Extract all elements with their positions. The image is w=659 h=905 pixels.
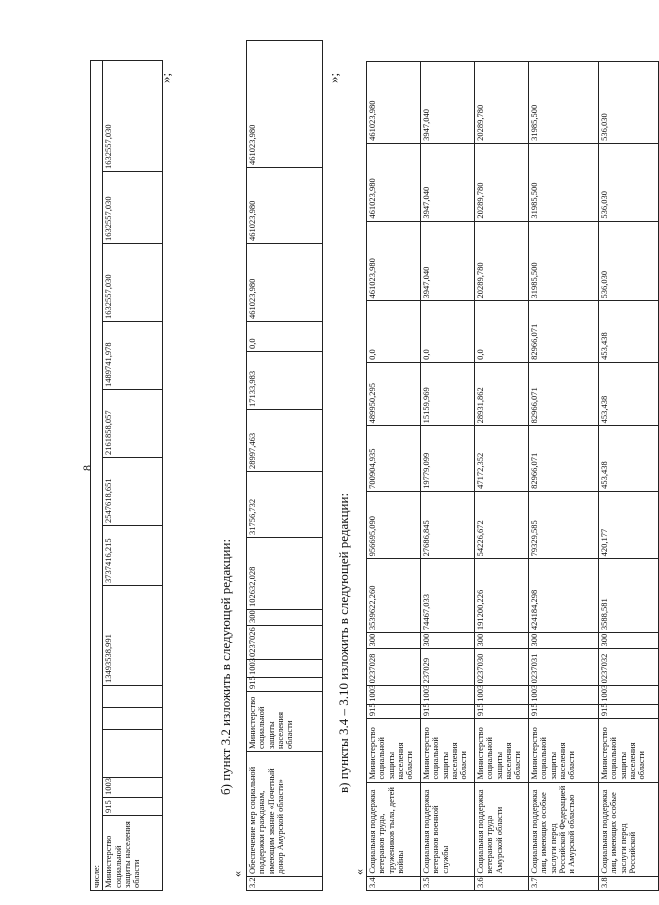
table-cell: 1003 xyxy=(367,686,421,704)
table-cell: 3737416,215 xyxy=(103,526,163,586)
table-cell: 3.4 xyxy=(367,876,421,890)
table-cell: Министерство социальной защиты населения области xyxy=(475,719,529,782)
table-cell: 0237031 xyxy=(529,649,599,686)
table-cell: Социальная поддержка лиц, имеющих особые заслуги перед Российской xyxy=(599,782,659,876)
table-cell: 956695,090 xyxy=(367,491,421,559)
table-cell: 3588,581 xyxy=(599,559,659,633)
table-cell: 82966,071 xyxy=(529,362,599,425)
table-cell: 300 xyxy=(529,633,599,649)
table-cell: Министерство социальной защиты населения области xyxy=(247,692,323,752)
table-cell: 489950,295 xyxy=(367,362,421,425)
table-cell: 420,177 xyxy=(599,491,659,559)
table-cell: Министерство социальной защиты населения области xyxy=(103,816,163,891)
table-cell: 915 xyxy=(103,798,163,816)
table-cell: 3.6 xyxy=(475,876,529,890)
table-cell: 1003 xyxy=(103,778,163,798)
table-cell: 453,438 xyxy=(599,426,659,492)
table-cell: 74467,033 xyxy=(421,559,475,633)
table-cell: Социальная поддержка ветеранов военной службы xyxy=(421,782,475,876)
table-cell: 15159,969 xyxy=(421,362,475,425)
table-cell: 915 xyxy=(247,678,323,692)
table-cell: 0237026 xyxy=(247,626,323,660)
table-cell: 3.8 xyxy=(599,876,659,890)
rows-3-4-table xyxy=(366,61,659,891)
table-cell: 0,0 xyxy=(475,301,529,362)
table-row xyxy=(91,60,103,890)
table-cell: 461023,980 xyxy=(367,62,421,144)
top-table xyxy=(90,60,163,891)
table-cell: 461023,980 xyxy=(247,168,323,244)
table-cell: 461023,980 xyxy=(367,143,421,221)
table-cell: 31985,500 xyxy=(529,143,599,221)
closing-quote: »; xyxy=(326,72,341,83)
table-cell: 453,438 xyxy=(599,362,659,425)
table-cell: 915 xyxy=(367,704,421,718)
table-cell: 13493538,991 xyxy=(103,586,163,686)
table-cell: 82966,071 xyxy=(529,301,599,362)
table-cell: 1632557,030 xyxy=(103,60,163,171)
table-cell: 20289,780 xyxy=(475,221,529,301)
table-cell: 47172,352 xyxy=(475,426,529,492)
table-cell: 300 xyxy=(247,610,323,626)
table-cell xyxy=(103,730,163,778)
table-cell: 17133,983 xyxy=(247,352,323,410)
section-heading-v: в) пункты 3.4 – 3.10 изложить в следующей редакции: xyxy=(336,492,351,793)
table-row xyxy=(421,62,475,891)
table-cell: 3.5 xyxy=(421,876,475,890)
table-cell: 300 xyxy=(367,633,421,649)
table-cell: 0237028 xyxy=(367,649,421,686)
table-cell: 0237032 xyxy=(599,649,659,686)
table-cell: 1003 xyxy=(529,686,599,704)
table-cell: 31985,500 xyxy=(529,221,599,301)
closing-quote: »; xyxy=(158,72,173,83)
table-cell: 237029 xyxy=(421,649,475,686)
table-cell: 1003 xyxy=(247,660,323,678)
table-cell: 536,030 xyxy=(599,143,659,221)
table-cell: 700904,935 xyxy=(367,426,421,492)
table-cell: 20289,780 xyxy=(475,62,529,144)
table-cell: 28931,862 xyxy=(475,362,529,425)
table-cell: 300 xyxy=(475,633,529,649)
table-cell: 31985,500 xyxy=(529,62,599,144)
table-cell: 28997,463 xyxy=(247,410,323,472)
table-row xyxy=(367,62,421,891)
table-cell: 536,030 xyxy=(599,221,659,301)
table-body xyxy=(367,62,659,891)
table-cell: 0,0 xyxy=(421,301,475,362)
table-row xyxy=(529,62,599,891)
table-cell: 424184,298 xyxy=(529,559,599,633)
table-cell xyxy=(103,708,163,730)
table-cell: Социальная поддержка ветеранов труда, тружеников тыла, детей войны xyxy=(367,782,421,876)
table-cell xyxy=(103,686,163,708)
table-cell: 0237030 xyxy=(475,649,529,686)
table-cell: 536,030 xyxy=(599,62,659,144)
table-cell: 915 xyxy=(421,704,475,718)
page-number: 8 xyxy=(80,465,94,471)
table-cell: 3947,040 xyxy=(421,143,475,221)
table-cell: Министерство социальной защиты населения области xyxy=(421,719,475,782)
table-cell: 191200,226 xyxy=(475,559,529,633)
table-row xyxy=(599,62,659,891)
table-cell: 2161858,057 xyxy=(103,390,163,458)
table-cell: Социальная поддержка лиц, имеющих особые заслуги перед Российской Федерацией и Амурской областью xyxy=(529,782,599,876)
table-cell: 461023,980 xyxy=(247,244,323,322)
table-cell: 82966,071 xyxy=(529,426,599,492)
section-heading-b: б) пункт 3.2 изложить в следующей редакции: xyxy=(218,538,233,795)
table-cell: 79329,585 xyxy=(529,491,599,559)
table-cell: 0,0 xyxy=(247,322,323,352)
table-cell: 453,438 xyxy=(599,301,659,362)
table-cell: 27686,845 xyxy=(421,491,475,559)
table-cell: 1003 xyxy=(421,686,475,704)
table-cell: 1632557,030 xyxy=(103,172,163,244)
table-cell: 19779,099 xyxy=(421,426,475,492)
table-cell: 3947,040 xyxy=(421,62,475,144)
table-cell: 3.7 xyxy=(529,876,599,890)
table-cell: 1003 xyxy=(599,686,659,704)
table-cell: 0,0 xyxy=(367,301,421,362)
table-row xyxy=(103,60,163,890)
table-cell: 461023,980 xyxy=(247,41,323,168)
opening-quote: « xyxy=(352,869,366,875)
table-cell: 3.2 xyxy=(247,877,323,891)
table-row xyxy=(475,62,529,891)
table-cell: 915 xyxy=(599,704,659,718)
table-cell: 54226,672 xyxy=(475,491,529,559)
table-cell: Министерство социальной защиты населения области xyxy=(599,719,659,782)
table-cell: 102632,028 xyxy=(247,538,323,610)
table-cell: 300 xyxy=(599,633,659,649)
table-cell: 915 xyxy=(475,704,529,718)
rotated-content xyxy=(70,41,650,891)
table-cell: 31756,732 xyxy=(247,472,323,538)
table-cell: 461023,980 xyxy=(367,221,421,301)
table-cell: Социальная поддержка ветеранов труда Амурской области xyxy=(475,782,529,876)
row-3-2-table xyxy=(246,40,323,891)
table-cell: 300 xyxy=(421,633,475,649)
table-cell: 1003 xyxy=(475,686,529,704)
table-cell: 1632557,030 xyxy=(103,244,163,322)
table-row xyxy=(247,41,323,891)
table-cell: 1489741,978 xyxy=(103,322,163,390)
table-cell: Министерство социальной защиты населения области xyxy=(367,719,421,782)
table-cell: 3539622,260 xyxy=(367,559,421,633)
table-cell: 20289,780 xyxy=(475,143,529,221)
table-cell: 3947,040 xyxy=(421,221,475,301)
opening-quote: « xyxy=(230,871,244,877)
table-cell: 2547618,651 xyxy=(103,458,163,526)
table-cell: Министерство социальной защиты населения области xyxy=(529,719,599,782)
table-cell: числе: xyxy=(91,60,103,890)
table-cell: 915 xyxy=(529,704,599,718)
table-cell: Обеспечение мер социальной поддержки гражданам, имеющим звание «Почетный донор Амурской области» xyxy=(247,752,323,877)
